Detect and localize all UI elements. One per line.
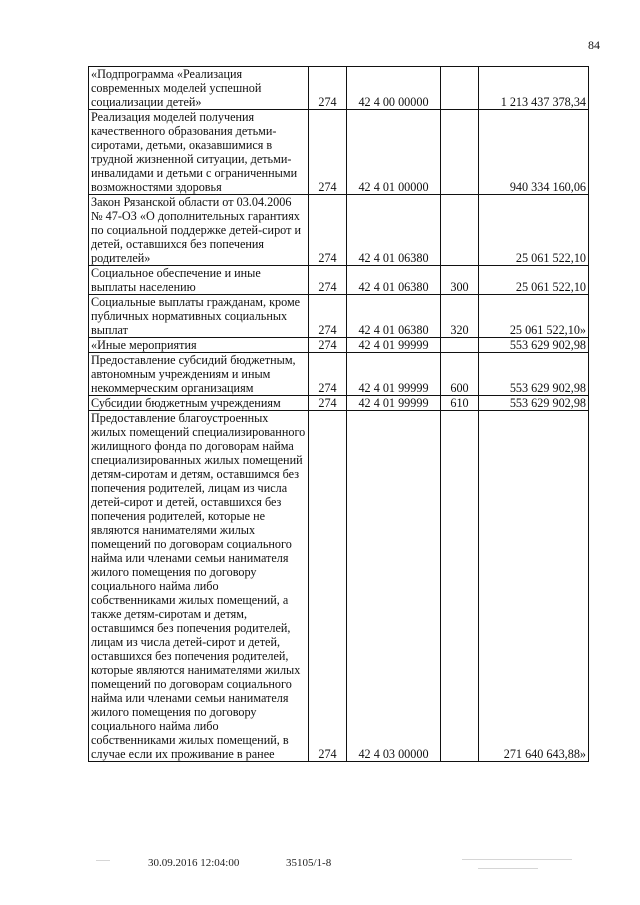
row-vr <box>441 338 479 353</box>
row-code: 274 <box>309 411 347 762</box>
row-sum: 553 629 902,98 <box>479 338 589 353</box>
table-row <box>89 195 589 266</box>
row-code: 274 <box>309 110 347 195</box>
table-row <box>89 353 589 396</box>
row-vr: 610 <box>441 396 479 411</box>
row-csr: 42 4 01 99999 <box>347 353 441 396</box>
row-csr: 42 4 01 06380 <box>347 266 441 295</box>
row-csr: 42 4 01 06380 <box>347 195 441 266</box>
row-code: 274 <box>309 338 347 353</box>
row-sum: 25 061 522,10 <box>479 266 589 295</box>
row-name: «Подпрограмма «Реализация современных моделей успешной социализации детей» <box>89 67 309 110</box>
page-number: 84 <box>588 38 600 52</box>
row-csr: 42 4 01 99999 <box>347 338 441 353</box>
row-csr: 42 4 00 00000 <box>347 67 441 110</box>
row-code: 274 <box>309 266 347 295</box>
row-code: 274 <box>309 353 347 396</box>
row-sum: 271 640 643,88» <box>479 411 589 762</box>
budget-table <box>88 66 589 762</box>
row-sum: 553 629 902,98 <box>479 396 589 411</box>
table-row <box>89 110 589 195</box>
row-name: Реализация моделей получения качественного образования детьми-сиротами, детьми, оказавшимися в трудной жизненной ситуации, детьми-инвалидами и детьми с ограниченными возможностями здоровья <box>89 110 309 195</box>
row-sum: 1 213 437 378,34 <box>479 67 589 110</box>
row-vr: 600 <box>441 353 479 396</box>
row-vr <box>441 195 479 266</box>
footer-datetime: 30.09.2016 12:04:00 <box>148 857 240 869</box>
row-sum: 553 629 902,98 <box>479 353 589 396</box>
row-vr <box>441 67 479 110</box>
table-row <box>89 266 589 295</box>
row-sum: 940 334 160,06 <box>479 110 589 195</box>
row-code: 274 <box>309 396 347 411</box>
scan-noise <box>462 859 572 860</box>
row-csr: 42 4 01 00000 <box>347 110 441 195</box>
scan-noise <box>478 868 538 869</box>
row-name: «Иные мероприятия <box>89 338 309 353</box>
row-csr: 42 4 03 00000 <box>347 411 441 762</box>
row-sum: 25 061 522,10» <box>479 295 589 338</box>
row-code: 274 <box>309 195 347 266</box>
row-name: Субсидии бюджетным учреждениям <box>89 396 309 411</box>
row-vr <box>441 411 479 762</box>
table-row <box>89 396 589 411</box>
row-code: 274 <box>309 295 347 338</box>
row-vr: 320 <box>441 295 479 338</box>
row-name: Предоставление благоустроенных жилых помещений специализированного жилищного фонда по договорам найма специализированных жилых помещений детям-сиротам и детям, оставшимся без попечения родителей, лицам из числа детей-сирот и детей, оставшихся без попечения родителей, которые не являются нанимателями жилых помещений по договорам социального найма или членами семьи нанимателя жилого помещения по договору социального найма либо собственниками жилых помещений, а также детям-сиротам и детям, оставшимся без попечения родителей, лицам из числа детей-сирот и детей, оставшихся без попечения родителей, которые являются нанимателями жилых помещений по договорам социального найма или членами семьи нанимателя жилого помещения по договору социального найма либо собственниками жилых помещений, в случае если их проживание в ранее <box>89 411 309 762</box>
row-vr <box>441 110 479 195</box>
row-csr: 42 4 01 99999 <box>347 396 441 411</box>
table-row <box>89 295 589 338</box>
row-name: Социальное обеспечение и иные выплаты населению <box>89 266 309 295</box>
row-csr: 42 4 01 06380 <box>347 295 441 338</box>
scan-noise <box>96 860 110 861</box>
row-name: Закон Рязанской области от 03.04.2006 № 47-ОЗ «О дополнительных гарантиях по социальной поддержке детей-сирот и детей, оставшихся без попечения родителей» <box>89 195 309 266</box>
row-code: 274 <box>309 67 347 110</box>
row-sum: 25 061 522,10 <box>479 195 589 266</box>
row-vr: 300 <box>441 266 479 295</box>
row-name: Предоставление субсидий бюджетным, автономным учреждениям и иным некоммерческим организациям <box>89 353 309 396</box>
footer-doc-number: 35105/1-8 <box>286 857 332 869</box>
table-row <box>89 338 589 353</box>
table-row <box>89 411 589 762</box>
table-row <box>89 67 589 110</box>
row-name: Социальные выплаты гражданам, кроме публичных нормативных социальных выплат <box>89 295 309 338</box>
